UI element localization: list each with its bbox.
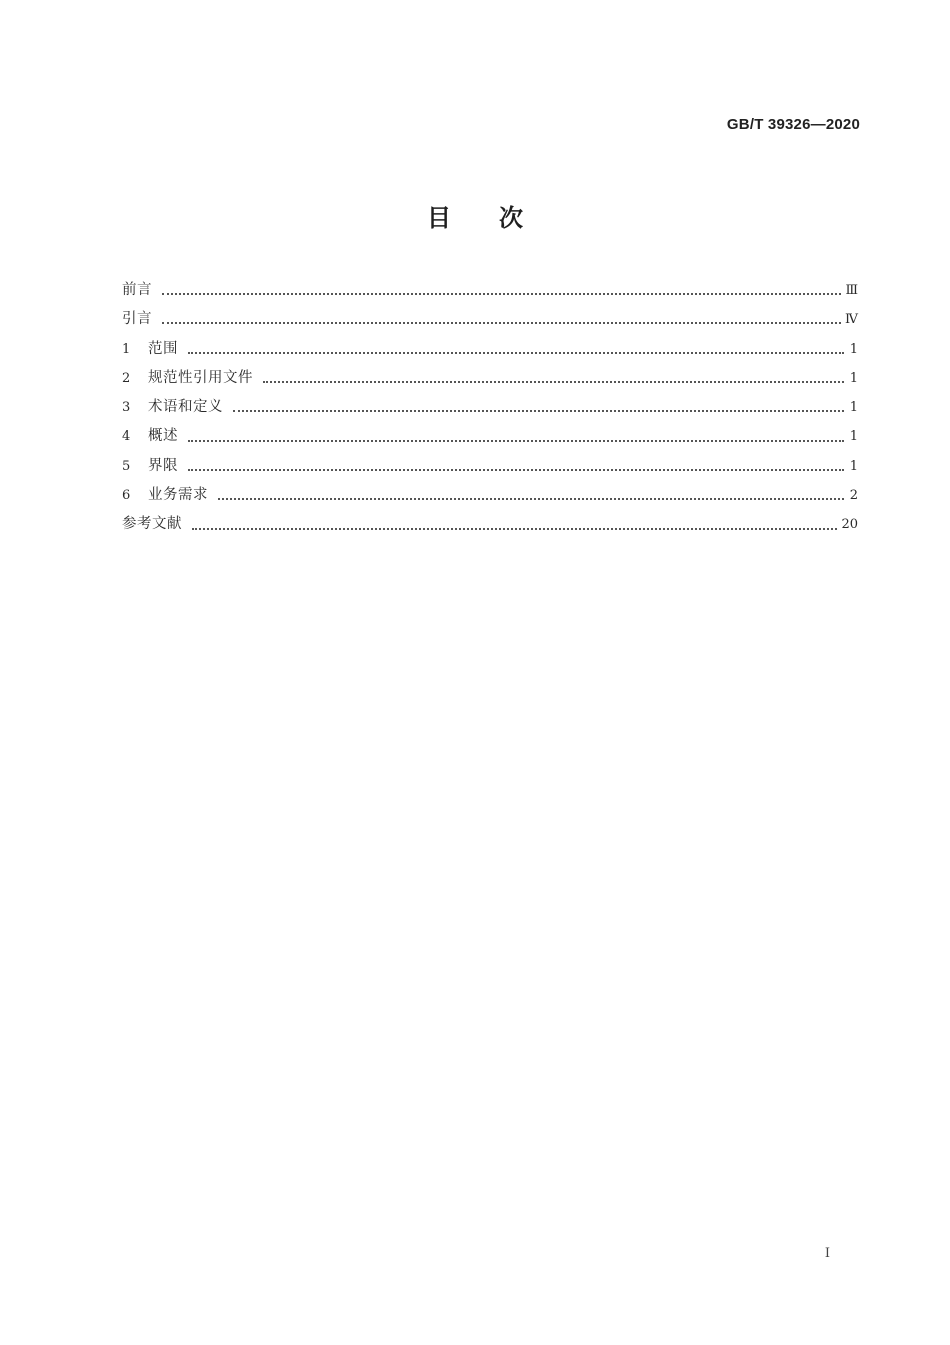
toc-entry-label: 规范性引用文件 xyxy=(148,369,253,386)
toc-entry-page: 1 xyxy=(849,400,858,416)
standard-number: GB/T 39326—2020 xyxy=(726,116,860,133)
toc-entry-label: 引言 xyxy=(122,311,152,328)
toc-entry-page: 1 xyxy=(849,370,858,386)
toc-entry-label: 概述 xyxy=(148,428,178,445)
toc-entry-business-requirements[interactable] xyxy=(122,480,858,509)
toc-entry-introduction[interactable] xyxy=(122,304,858,333)
toc-entry-page: 2 xyxy=(849,488,858,504)
toc-entry-label: 参考文献 xyxy=(122,516,182,533)
toc-entry-number: 6 xyxy=(122,488,131,504)
toc-entry-label: 前言 xyxy=(122,282,152,298)
title-char-2: 次 xyxy=(499,203,523,232)
toc-entry-page: Ⅳ xyxy=(845,312,858,328)
toc-entry-number: 1 xyxy=(122,341,131,357)
dot-leader xyxy=(188,349,844,354)
toc-entry-bibliography[interactable] xyxy=(122,509,858,538)
toc-entry-number: 3 xyxy=(122,400,131,416)
title-char-1: 目 xyxy=(427,203,451,232)
toc-entry-number: 5 xyxy=(122,458,131,474)
toc-entry-normative-references[interactable] xyxy=(122,363,858,392)
dot-leader xyxy=(162,290,841,295)
toc-entry-foreword[interactable] xyxy=(122,275,858,304)
toc-entry-scope[interactable] xyxy=(122,334,858,363)
toc-entry-page: 1 xyxy=(849,341,858,357)
toc-entry-label: 界限 xyxy=(148,457,178,474)
toc-entry-number: 2 xyxy=(122,370,131,386)
toc-entry-number: 4 xyxy=(122,429,131,445)
toc-entry-label: 业务需求 xyxy=(148,487,208,504)
dot-leader xyxy=(192,525,837,530)
dot-leader xyxy=(233,407,844,412)
toc-entry-page: 1 xyxy=(849,458,858,474)
toc-entry-label: 术语和定义 xyxy=(148,399,223,416)
table-of-contents xyxy=(122,275,858,539)
toc-entry-page: 20 xyxy=(841,517,858,533)
page-folio: I xyxy=(824,1246,830,1261)
toc-entry-label: 范围 xyxy=(148,340,178,357)
dot-leader xyxy=(218,495,844,500)
dot-leader xyxy=(188,466,844,471)
toc-entry-overview[interactable] xyxy=(122,421,858,450)
dot-leader xyxy=(162,319,841,324)
toc-entry-page: Ⅲ xyxy=(845,283,858,298)
toc-entry-page: 1 xyxy=(849,429,858,445)
dot-leader xyxy=(263,378,844,383)
toc-entry-terms-definitions[interactable] xyxy=(122,392,858,421)
dot-leader xyxy=(188,437,844,442)
toc-entry-boundaries[interactable] xyxy=(122,451,858,480)
page-title xyxy=(0,198,950,233)
